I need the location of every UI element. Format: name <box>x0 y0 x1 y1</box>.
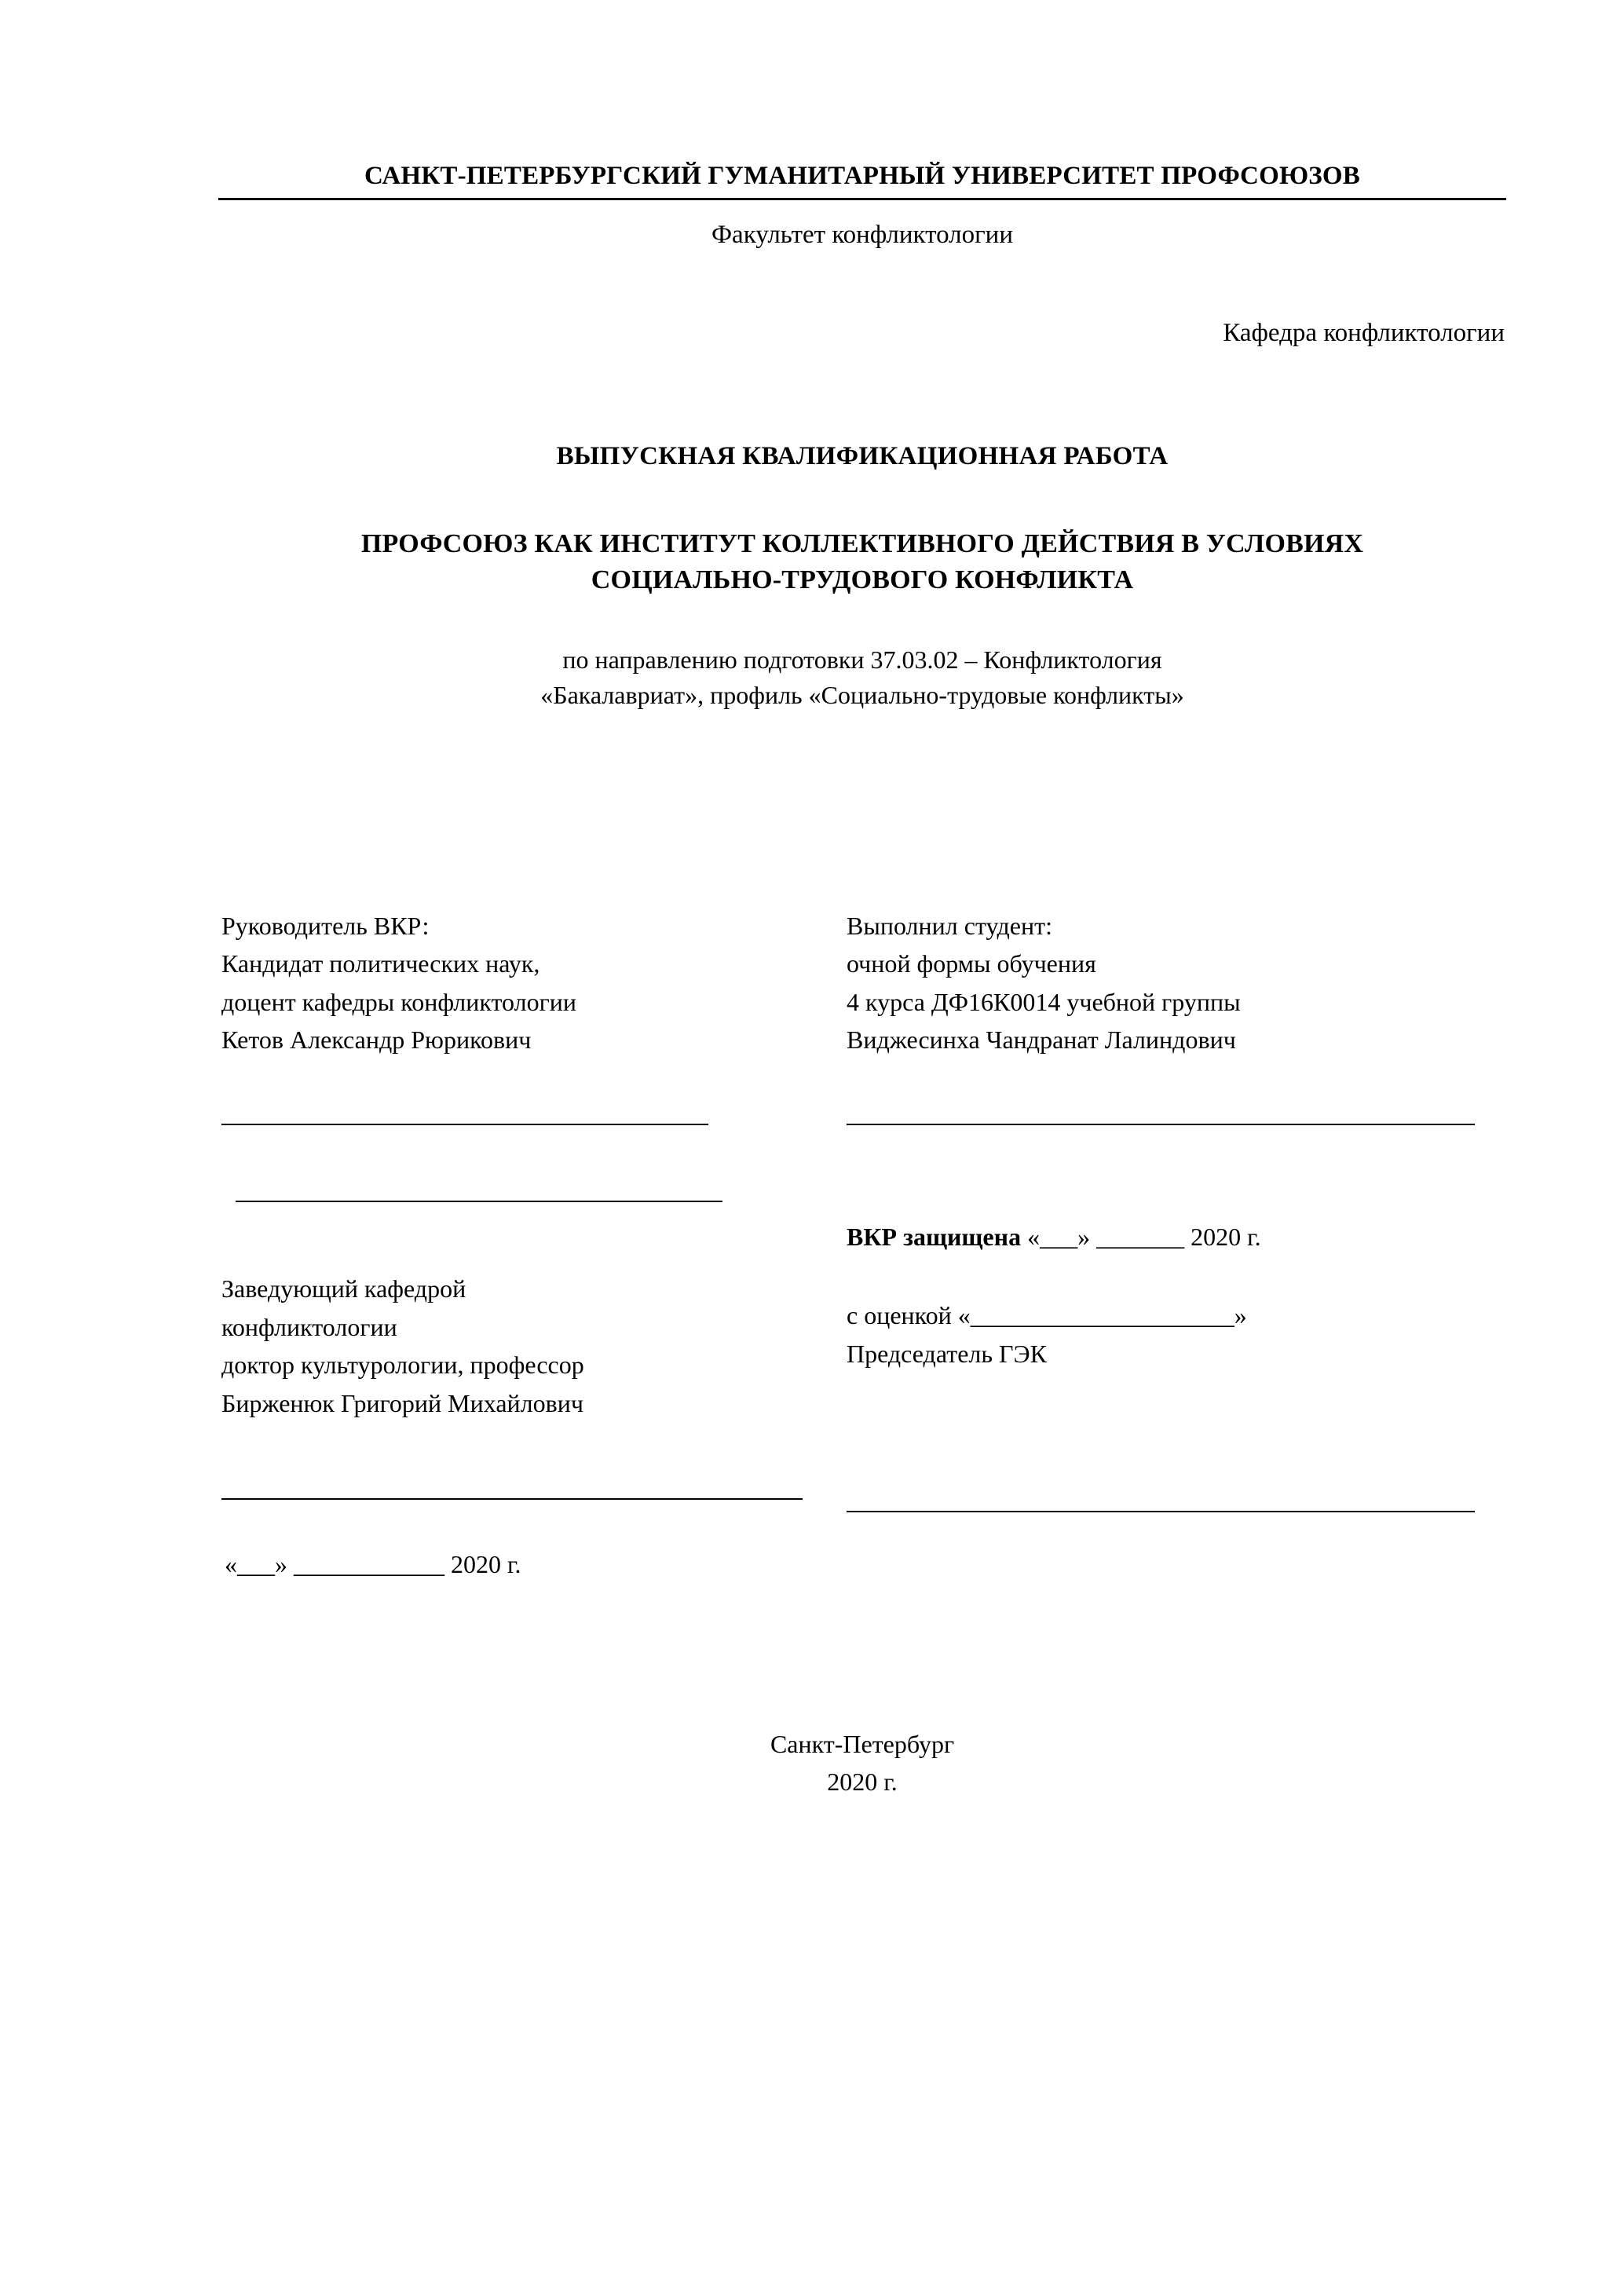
page-content <box>218 0 1506 1801</box>
university-name: САНКТ-ПЕТЕРБУРГСКИЙ ГУМАНИТАРНЫЙ УНИВЕРСИТЕТ ПРОФСОЮЗОВ <box>364 162 1360 190</box>
defended-date: «___» _______ 2020 г. <box>1027 1223 1261 1252</box>
program-info <box>218 642 1506 714</box>
supervisor-signature-line <box>221 1124 708 1125</box>
head-department-line2: конфликтологии <box>221 1312 397 1341</box>
document-type: ВЫПУСКНАЯ КВАЛИФИКАЦИОННАЯ РАБОТА <box>556 441 1169 470</box>
student-role: Выполнил студент: <box>847 911 1052 940</box>
signature-block <box>218 907 1506 1579</box>
department-name: Кафедра конфликтологии <box>1223 318 1505 347</box>
head-department-line1: Заведующий кафедрой <box>221 1274 466 1303</box>
head-department-signature-line <box>221 1498 803 1500</box>
student-form: очной формы обучения <box>847 949 1096 978</box>
header-divider <box>218 198 1506 200</box>
program-profile: «Бакалавриат», профиль «Социально-трудовые конфликты» <box>540 681 1184 710</box>
faculty-name: Факультет конфликтологии <box>711 220 1013 249</box>
supervisor-degree: Кандидат политических наук, <box>221 949 540 978</box>
head-department-line3: доктор культурологии, профессор <box>221 1351 584 1380</box>
date-line: «___» ____________ 2020 г. <box>225 1549 521 1578</box>
grade-line: с оценкой «_____________________» <box>847 1301 1247 1330</box>
right-signature-column <box>847 907 1506 1579</box>
chair-signature-line <box>847 1511 1475 1512</box>
footer-year: 2020 г. <box>827 1767 898 1796</box>
program-direction: по направлению подготовки 37.03.02 – Конфликтология <box>562 645 1162 674</box>
supervisor-role: Руководитель ВКР: <box>221 911 430 940</box>
supervisor-name: Кетов Александр Рюрикович <box>221 1026 532 1055</box>
defense-statement <box>847 1218 1506 1256</box>
left-signature-column <box>218 907 847 1579</box>
footer-city: Санкт-Петербург <box>770 1729 955 1758</box>
supervisor-position: доцент кафедры конфликтологии <box>221 987 576 1016</box>
head-department-line4: Бирженюк Григорий Михайлович <box>221 1388 583 1417</box>
chair-line: Председатель ГЭК <box>847 1339 1047 1368</box>
defended-label: ВКР защищена <box>847 1223 1022 1252</box>
thesis-title: ПРОФСОЮЗ КАК ИНСТИТУТ КОЛЛЕКТИВНОГО ДЕЙСТВИЯ В УСЛОВИЯХ СОЦИАЛЬНО-ТРУДОВОГО КОНФЛИКТА <box>360 528 1364 594</box>
student-group: 4 курса ДФ16К0014 учебной группы <box>847 987 1241 1016</box>
student-name: Виджесинха Чандранат Лалиндович <box>847 1026 1236 1055</box>
footer-block <box>218 1725 1506 1801</box>
